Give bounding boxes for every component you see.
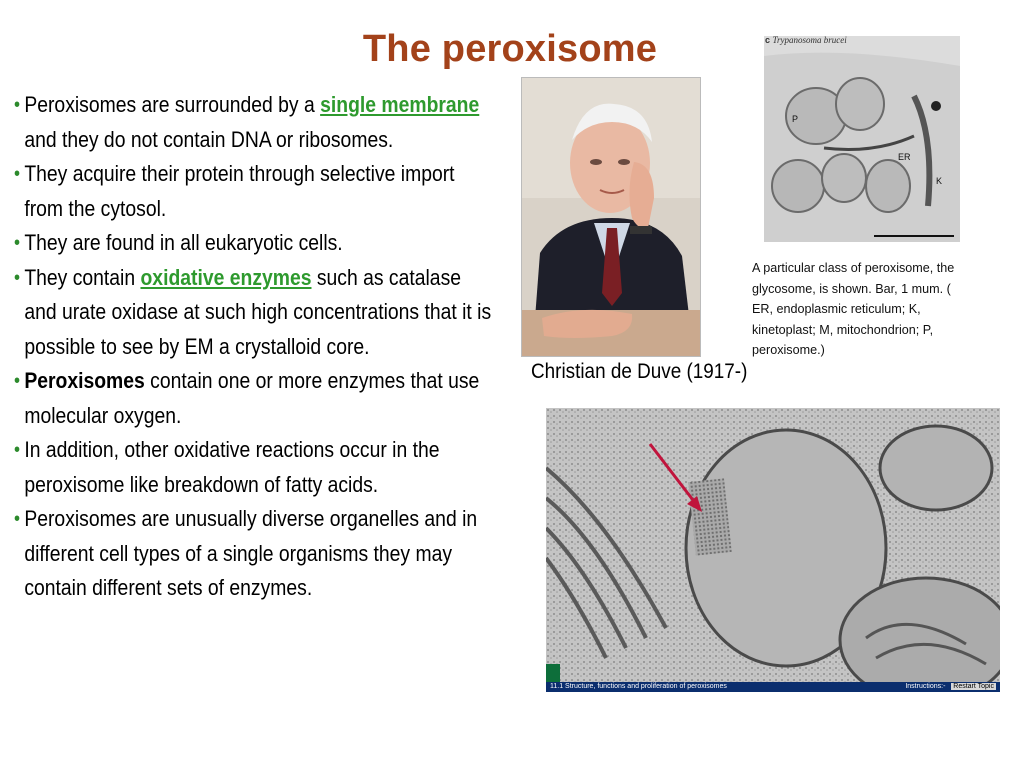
label-p: P	[792, 114, 799, 124]
bullet-item	[14, 226, 491, 261]
bullet-dot-icon: •	[14, 266, 21, 289]
bullet-text: They contain	[24, 264, 141, 290]
bullet-item	[14, 502, 491, 606]
glycosome-panel-label	[765, 35, 847, 45]
bullet-item	[14, 157, 491, 226]
highlight-single-membrane: single membrane	[320, 92, 480, 117]
bullet-text: Peroxisomes are unusually diverse organelles and in different cell types of a single organisms they may contain different sets of enzymes.	[24, 506, 478, 600]
bullet-item	[14, 433, 491, 502]
em-footer-title: 11.1 Structure, functions and proliferation of peroxisomes	[550, 683, 727, 690]
portrait-photo	[521, 77, 701, 357]
highlight-oxidative-enzymes: oxidative enzymes	[140, 264, 312, 290]
bullet-text: contain one or more enzymes that use molecular oxygen.	[24, 368, 480, 428]
glycosome-caption: A particular class of peroxisome, the glycosome, is shown. Bar, 1 mum. ( ER, endoplasmic reticulum; K, kinetoplast; M, mitochondrion; P, peroxisome.)	[752, 261, 955, 358]
bullet-item	[14, 261, 491, 365]
bullet-dot-icon: •	[14, 163, 21, 185]
portrait-illustration	[522, 78, 701, 357]
bullet-text: Peroxisomes are surrounded by a	[24, 92, 321, 117]
bullet-text: They are found in all eukaryotic cells.	[24, 230, 343, 255]
bullet-item	[14, 88, 491, 157]
bullet-dot-icon: •	[14, 439, 21, 461]
em-illustration	[546, 408, 1000, 692]
bullet-dot-icon: •	[14, 94, 21, 116]
bullet-list	[14, 88, 491, 606]
panel-letter: c	[765, 35, 771, 45]
bullet-text: such as catalase and urate oxidase at such high concentrations that it is possible to see by EM a crystalloid core.	[24, 264, 492, 359]
portrait-caption: Christian de Duve (1917-)	[531, 360, 748, 383]
peroxisome-em-image	[546, 408, 1000, 692]
slide-title: The peroxisome	[362, 28, 658, 70]
bullet-dot-icon: •	[14, 232, 21, 254]
bullet-text: and they do not contain DNA or ribosomes.	[24, 126, 394, 152]
bullet-dot-icon: •	[14, 508, 21, 530]
glycosome-illustration	[764, 36, 960, 242]
restart-topic-button[interactable]: Restart Topic	[953, 683, 994, 690]
bullet-dot-icon: •	[14, 370, 21, 392]
em-footer-bar	[546, 682, 1000, 692]
glycosome-micrograph	[764, 36, 960, 242]
bullet-item	[14, 364, 491, 433]
label-er: ER	[898, 152, 911, 162]
bullet-text: In addition, other oxidative reactions occur in the peroxisome like breakdown of fatty acids.	[24, 437, 440, 497]
bullet-text: They acquire their protein through selective import from the cytosol.	[24, 161, 455, 221]
em-footer-instructions[interactable]: Instructions:-	[905, 683, 946, 690]
label-k: K	[936, 176, 943, 186]
bold-peroxisomes: Peroxisomes	[24, 368, 145, 393]
species-name: Trypanosoma brucei	[772, 35, 847, 45]
